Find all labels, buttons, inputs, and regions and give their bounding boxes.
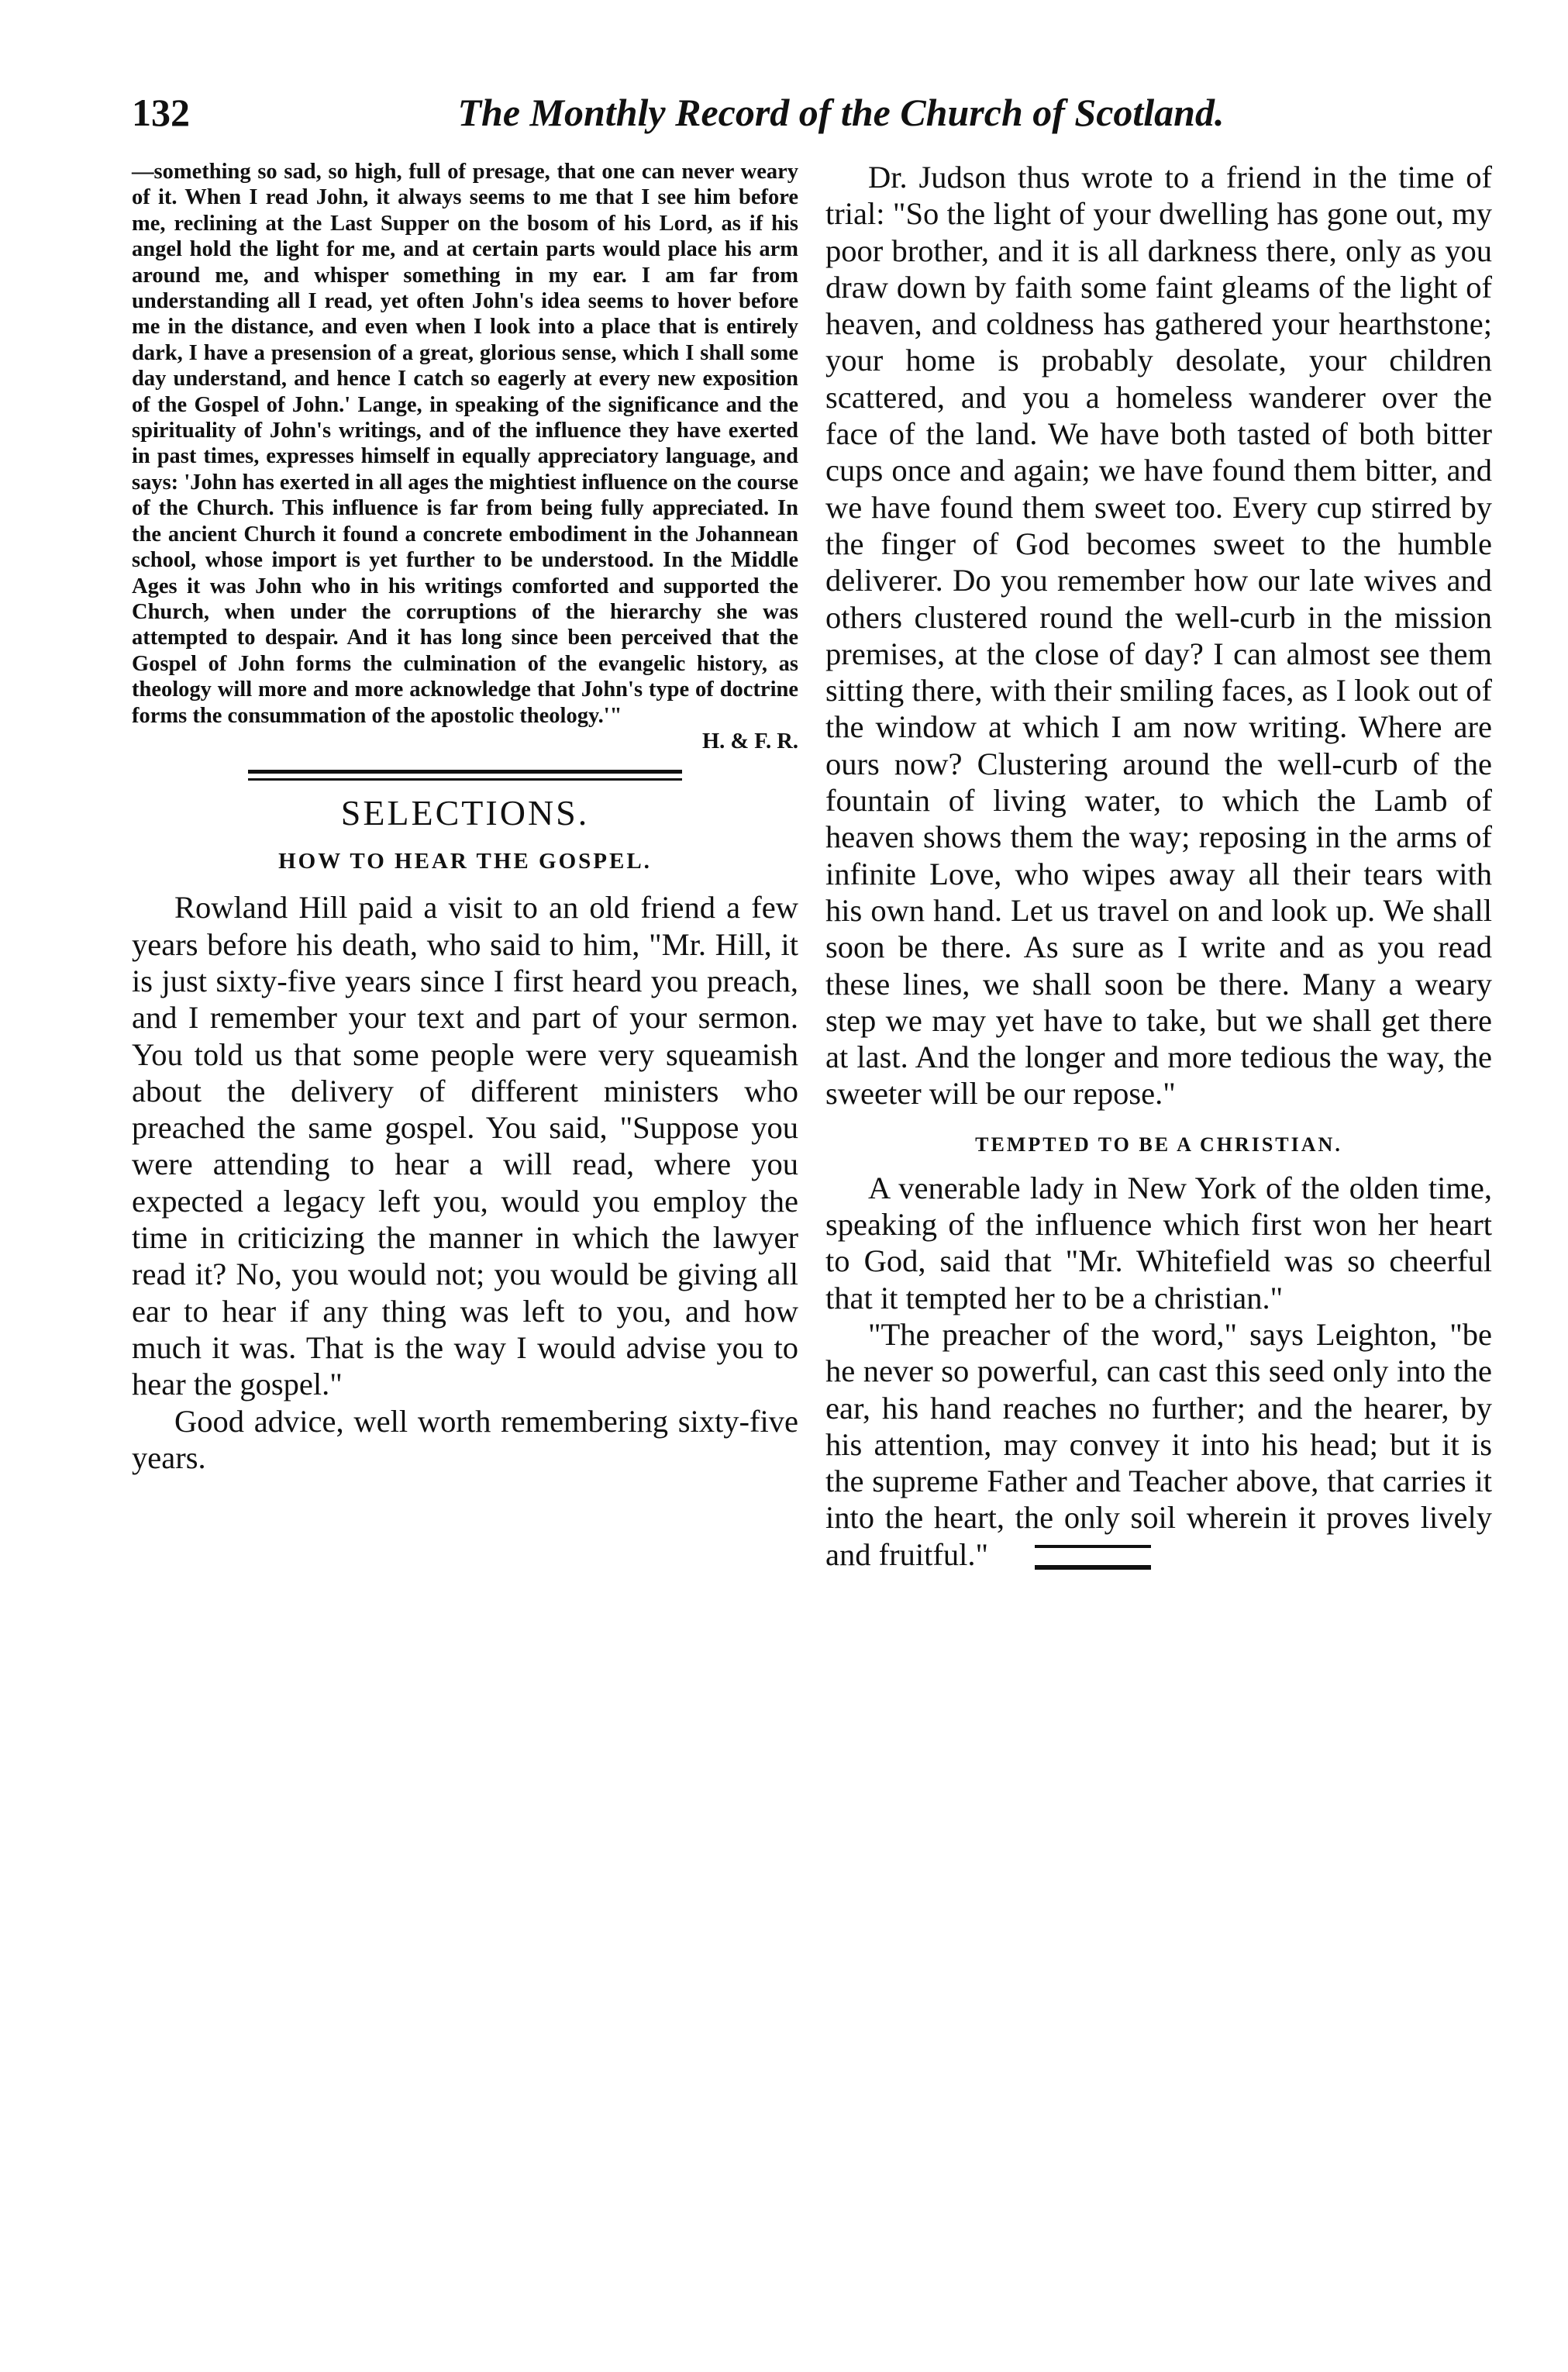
- end-ornament-rule: [1035, 1545, 1151, 1570]
- right-column: [825, 159, 1492, 1573]
- running-head: [132, 85, 1511, 140]
- left-column: [132, 159, 798, 1476]
- article-paragraph: Rowland Hill paid a visit to an old friend a few years before his death, who said to him, "Mr. Hill, it is just sixty-five years since I first heard you preach, and I remember your text and part of your sermon. You told us that some people were very squeamish about the delivery of different ministers who preached the same gospel. You said, "Suppose you were attending to hear a will read, where you expected a legacy left you, would you employ the time in criticizing the manner in which the lawyer read it? No, you would not; you would be giving all ear to hear if any thing was left to you, and how much it was. That is the way I would advise you to hear the gospel.": [132, 890, 798, 1402]
- article-paragraph: [825, 1316, 1492, 1573]
- article-heading-how-to-hear: HOW TO HEAR THE GOSPEL.: [278, 849, 652, 874]
- section-divider: [248, 770, 682, 781]
- journal-title: The Monthly Record of the Church of Scotland.: [457, 91, 1225, 134]
- continued-paragraph: —something so sad, so high, full of presage, that one can never weary of it. When I read John, it always seems to me that I see him before me, reclining at the Last Supper on the bosom of his Lord, as if his angel hold the light for me, and at certain parts would place his arm around me, and whisper something in my ear. I am far from understanding all I read, yet often John's idea seems to hover before me in the distance, and even when I look into a place that is entirely dark, I have a presension of a great, glorious sense, which I shall some day understand, and hence I catch so eagerly at every new exposition of the Gospel of John.' Lange, in speaking of the significance and the spirituality of John's writings, and of the influence they have exerted in past times, expresses himself in equally appreciatory language, and says: 'John has exerted in all ages the mightiest influence on the course of the Church. This influence is far from being fully appreciated. In the ancient Church it found a concrete embodiment in the Johannean school, whose import is yet further to be understood. In the Middle Ages it was John who in his writings comforted and supported the Church, when under the corruptions of the hierarchy she was attempted to despair. And it has long since been perceived that the Gospel of John forms the culmination of the evangelic history, as theology will more and more acknowledge that John's type of doctrine forms the consummation of the apostolic theology.'": [132, 160, 798, 728]
- judson-letter-paragraph: Dr. Judson thus wrote to a friend in the time of trial: "So the light of your dwelling has gone out, my poor brother, and it is all darkness there, only as you draw down by faith some faint gleams of the light of heaven, and coldness has gathered your hearthstone; your home is probably desolate, your children scattered, and you a homeless wanderer over the face of the land. We have both tasted of both bitter cups once and again; we have found them bitter, and we have found them sweet too. Every cup stirred by the finger of God becomes sweet to the humble deliverer. Do you remember how our late wives and others clustered round the well-curb in the mission premises, at the close of day? I can almost see them sitting there, with their smiling faces, as I look out of the window at which I am now writing. Where are ours now? Clustering around the well-curb of the fountain of living water, to which the Lamb of heaven shows them the way; reposing in the arms of infinite Love, who wipes away all their tears with his own hand. Let us travel on and look up. We shall soon be there. As sure as I write and as you read these lines, we shall soon be there. Many a weary step we may yet have to take, but we shall get there at last. And the longer and more tedious the way, the sweeter will be our repose.": [825, 160, 1492, 1112]
- leighton-quote: "The preacher of the word," says Leighton, "be he never so powerful, can cast this seed only into the ear, his hand reaches no further; and the hearer, by his attention, may convey it into his head; but it is the supreme Father and Teacher above, that carries it into the heart, the only soil wherein it proves lively and fruitful.": [825, 1316, 1492, 1572]
- signature: H. & F. R.: [701, 729, 798, 753]
- section-heading: SELECTIONS.: [340, 793, 590, 833]
- article-paragraph: A venerable lady in New York of the olden time, speaking of the influence which first won her heart to God, said that "Mr. Whitefield was so cheerful that it tempted her to be a christian.": [825, 1170, 1492, 1315]
- article-paragraph: Good advice, well worth remembering sixty-five years.: [132, 1403, 798, 1475]
- article-heading-tempted: TEMPTED TO BE A CHRISTIAN.: [975, 1133, 1342, 1156]
- page-number: 132: [132, 91, 190, 134]
